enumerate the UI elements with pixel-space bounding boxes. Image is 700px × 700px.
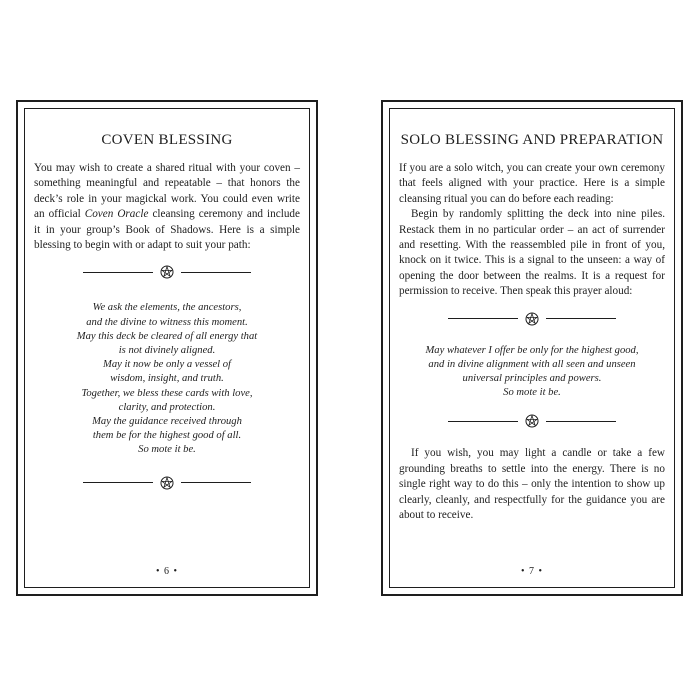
right-page-content [399, 132, 665, 524]
intro-text-start: You may wish to create a shared ritual with your coven – something meaningful and repeatable – that honors the deck’s role in your magickal work. You could even write an official [34, 162, 300, 221]
divider-line [546, 421, 616, 422]
pentacle-icon [160, 265, 174, 279]
left-page-content [34, 132, 300, 497]
poem-line: clarity, and protection. [118, 401, 216, 413]
poem-line: Together, we bless these cards with love, [81, 387, 253, 399]
poem-line: them be for the highest good of all. [92, 430, 242, 442]
poem-line: and in divine alignment with all seen and unseen [428, 358, 636, 370]
intro-text-end: cleansing ceremony and include it in your group’s Book of Shadows. Here is a simple blessing to begin with or adapt to suit your path: [34, 208, 300, 252]
right-divider-bottom [399, 414, 665, 428]
divider-line [181, 482, 251, 483]
divider-line [83, 272, 153, 273]
poem-line: We ask the elements, the ancestors, [92, 302, 242, 314]
poem-line: May whatever I offer be only for the highest good, [425, 344, 639, 356]
left-divider-bottom [34, 476, 300, 490]
left-page-intro [34, 161, 300, 253]
right-page [381, 100, 683, 596]
right-page-number: • 7 • [520, 566, 543, 577]
intro-title-emphasis: Coven Oracle [84, 208, 149, 221]
right-page-paragraph-3: If you wish, you may light a candle or take a few grounding breaths to settle into the energy. There is no single right way to do this – only the intention to show up clearly, cleanly, and respectfully for the guidance you are about to receive. [399, 447, 665, 522]
divider-line [181, 272, 251, 273]
left-page [16, 100, 318, 596]
divider-line [448, 318, 518, 319]
right-blessing-poem [399, 344, 665, 401]
poem-line: May it now be only a vessel of [103, 359, 231, 371]
poem-line: So mote it be. [138, 444, 196, 456]
right-page-paragraph-2: Begin by randomly splitting the deck into nine piles. Restack them in no particular order – an act of surrender and resetting. With the reassembled pile in front of you, knock on it twice. This is a signal to the unseen: a way of opening the door between the realms. It is a request for permission to receive. Then speak this prayer aloud: [399, 208, 665, 298]
poem-line: and the divine to witness this moment. [86, 316, 248, 328]
left-page-frame [24, 108, 310, 588]
poem-line: May this deck be cleared of all energy that [76, 330, 258, 342]
pentacle-icon [525, 312, 539, 326]
left-divider-top [34, 265, 300, 279]
left-blessing-poem [34, 301, 300, 457]
poem-line: is not divinely aligned. [118, 345, 216, 357]
divider-line [448, 421, 518, 422]
right-divider-top [399, 312, 665, 326]
poem-line: So mote it be. [503, 387, 561, 399]
right-page-frame [389, 108, 675, 588]
left-page-number: • 6 • [155, 566, 178, 577]
divider-line [83, 482, 153, 483]
divider-line [546, 318, 616, 319]
poem-line: May the guidance received through [92, 416, 242, 428]
poem-line: universal principles and powers. [462, 373, 602, 385]
right-page-paragraph-1: If you are a solo witch, you can create your own ceremony that feels aligned with your practice. Here is a simple cleansing ritual you can do before each reading: [399, 162, 665, 205]
pentacle-icon [160, 476, 174, 490]
pentacle-icon [525, 414, 539, 428]
poem-line: wisdom, insight, and truth. [110, 373, 224, 385]
right-page-title: SOLO BLESSING AND PREPARATION [400, 132, 664, 148]
left-page-title: COVEN BLESSING [101, 132, 233, 148]
